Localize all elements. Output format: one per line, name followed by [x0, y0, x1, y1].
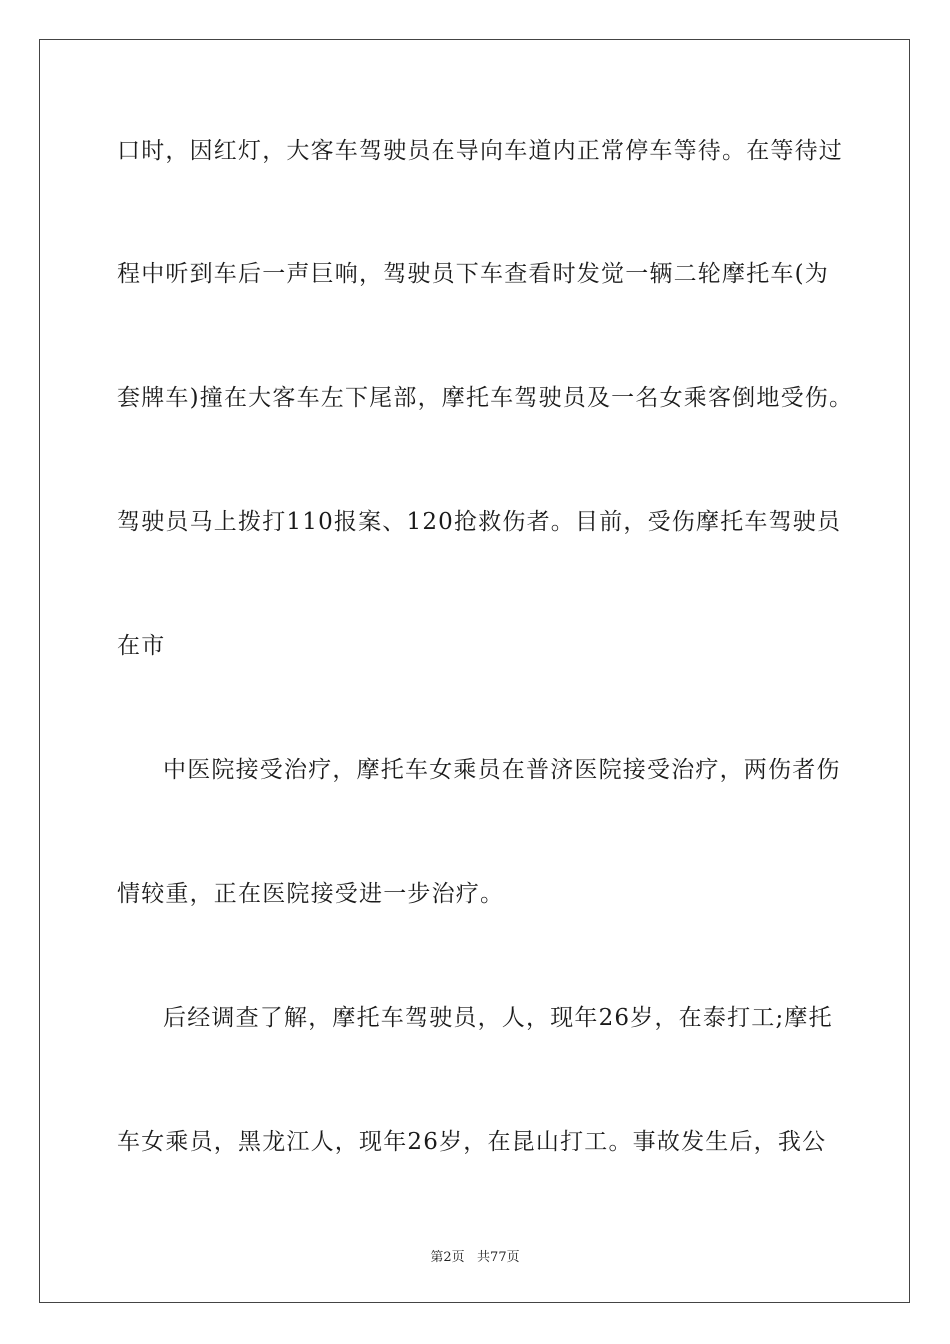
- body-line-2: 程中听到车后一声巨响，驾驶员下车查看时发觉一辆二轮摩托车(为: [117, 261, 829, 287]
- body-line-1: 口时，因红灯，大客车驾驶员在导向车道内正常停车等待。在等待过: [117, 138, 843, 164]
- body-line-9: 车女乘员，黑龙江人，现年26岁，在昆山打工。事故发生后，我公: [117, 1129, 827, 1155]
- body-line-6: 中医院接受治疗，摩托车女乘员在普济医院接受治疗，两伤者伤: [163, 757, 841, 783]
- body-line-7: 情较重，正在医院接受进一步治疗。: [117, 881, 505, 907]
- body-line-4: 驾驶员马上拨打110报案、120抢救伤者。目前，受伤摩托车驾驶员: [117, 509, 842, 535]
- body-line-3: 套牌车)撞在大客车左下尾部，摩托车驾驶员及一名女乘客倒地受伤。: [117, 385, 854, 411]
- page-border: [39, 39, 910, 1303]
- page-number-footer: 第2页 共77页: [430, 1250, 520, 1265]
- body-line-8: 后经调查了解，摩托车驾驶员，人，现年26岁，在泰打工;摩托: [163, 1005, 833, 1031]
- body-line-5: 在市: [117, 633, 166, 659]
